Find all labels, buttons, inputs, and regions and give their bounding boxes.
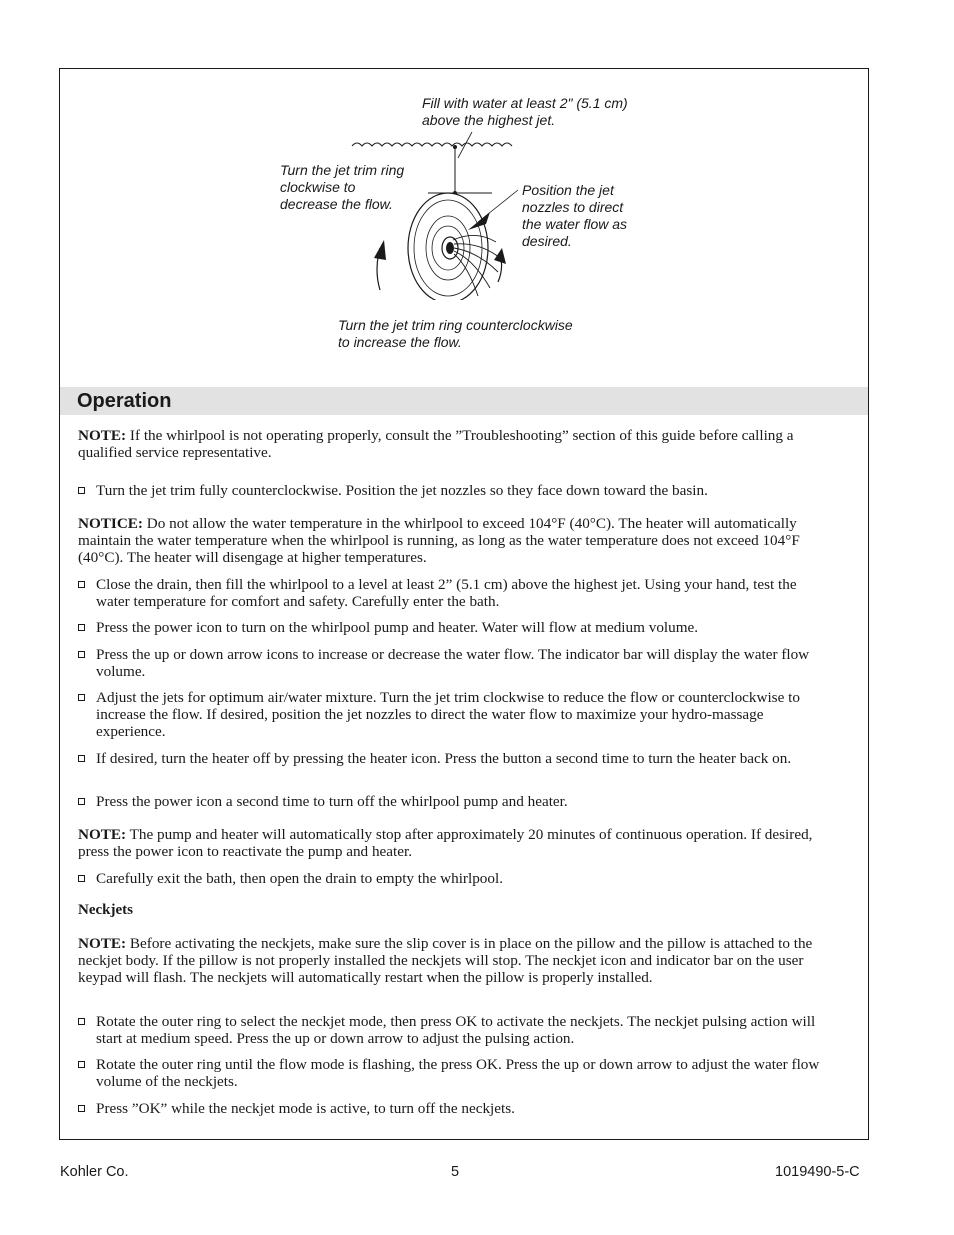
- list-item-text: If desired, turn the heater off by pressing the heater icon. Press the button a second time to turn the heater back on.: [96, 750, 792, 767]
- checkbox-bullet-icon: [78, 487, 85, 494]
- water-surface-line: [352, 143, 512, 146]
- checkbox-bullet-icon: [78, 1061, 85, 1068]
- checkbox-bullet-icon: [78, 581, 85, 588]
- section-title: Operation: [77, 390, 172, 412]
- list-item-text: Turn the jet trim fully counterclockwise. Position the jet nozzles so they face down toward the basin.: [96, 482, 708, 499]
- notice-text: Do not allow the water temperature in the whirlpool to exceed 104°F (40°C). The heater will automatically maintain the water temperature when the whirlpool is running, as long as the water temperature does not exceed 104°F (40°C). The heater will disengage at higher temperatures.: [78, 515, 800, 566]
- list-item-text: Carefully exit the bath, then open the drain to empty the whirlpool.: [96, 870, 504, 887]
- checkbox-bullet-icon: [78, 694, 85, 701]
- list-item-text: Press the power icon a second time to turn off the whirlpool pump and heater.: [96, 793, 568, 810]
- note-neckjets: [78, 935, 828, 986]
- checkbox-bullet-icon: [78, 624, 85, 631]
- section-header-bar: [60, 387, 868, 415]
- neckjets-heading: Neckjets: [78, 902, 133, 918]
- note-auto-stop: [78, 826, 828, 860]
- note-label: NOTE:: [78, 826, 127, 843]
- notice-temperature: [78, 515, 828, 566]
- counterclockwise-caption: Turn the jet trim ring counterclockwise to increase the flow.: [338, 317, 573, 350]
- fill-caption: Fill with water at least 2" (5.1 cm) above the highest jet.: [422, 95, 628, 128]
- note-text: Before activating the neckjets, make sure the slip cover is in place on the pillow and the pillow is attached to the neckjet body. If the pillow is not properly installed the neckjets will stop. The neckjet icon and indicator bar on the user keypad will flash. The neckjets will automatically restart when the pillow is properly installed.: [78, 935, 813, 986]
- list-item-text: Press the power icon to turn on the whirlpool pump and heater. Water will flow at medium volume.: [96, 619, 699, 636]
- list-item-text: Rotate the outer ring until the flow mode is flashing, the press OK. Press the up or down arrow to adjust the water flow volume of the neckjets.: [96, 1056, 820, 1090]
- list-item-text: Rotate the outer ring to select the neckjet mode, then press OK to activate the neckjets. The neckjet pulsing action will start at medium speed. Press the up or down arrow to adjust the pulsing action.: [96, 1013, 816, 1047]
- note-text: If the whirlpool is not operating properly, consult the ”Troubleshooting” section of this guide before calling a qualified service representative.: [78, 427, 794, 461]
- clockwise-caption: Turn the jet trim ring clockwise to decrease the flow.: [280, 162, 405, 212]
- note-text: The pump and heater will automatically stop after approximately 20 minutes of continuous operation. If desired, press the power icon to reactivate the pump and heater.: [78, 826, 813, 860]
- footer-company: Kohler Co.: [60, 1164, 129, 1180]
- list-item-text: Close the drain, then fill the whirlpool to a level at least 2” (5.1 cm) above the highest jet. Using your hand, test the water temperature for comfort and safety. Carefully enter the bath.: [96, 576, 797, 610]
- footer-document-number: 1019490-5-C: [775, 1164, 860, 1180]
- note-label: NOTE:: [78, 427, 127, 444]
- checkbox-bullet-icon: [78, 1018, 85, 1025]
- list-item-text: Adjust the jets for optimum air/water mixture. Turn the jet trim clockwise to reduce the flow or counterclockwise to increase the flow. If desired, position the jet nozzles to direct the water flow to maximize your hydro-massage experience.: [96, 689, 800, 740]
- list-item-text: Press the up or down arrow icons to increase or decrease the water flow. The indicator bar will display the water flow volume.: [96, 646, 810, 680]
- checkbox-bullet-icon: [78, 1105, 85, 1112]
- checkbox-bullet-icon: [78, 755, 85, 762]
- nozzle-caption: Position the jet nozzles to direct the water flow as desired.: [522, 182, 628, 249]
- checkbox-bullet-icon: [78, 651, 85, 658]
- list-item-text: Press ”OK” while the neckjet mode is active, to turn off the neckjets.: [96, 1100, 515, 1117]
- note-label: NOTE:: [78, 935, 127, 952]
- checkbox-bullet-icon: [78, 798, 85, 805]
- jet-trim-illustration: [340, 130, 540, 300]
- notice-label: NOTICE:: [78, 515, 143, 532]
- footer-page-number: 5: [451, 1164, 460, 1180]
- checkbox-bullet-icon: [78, 875, 85, 882]
- note-troubleshooting: [78, 427, 828, 461]
